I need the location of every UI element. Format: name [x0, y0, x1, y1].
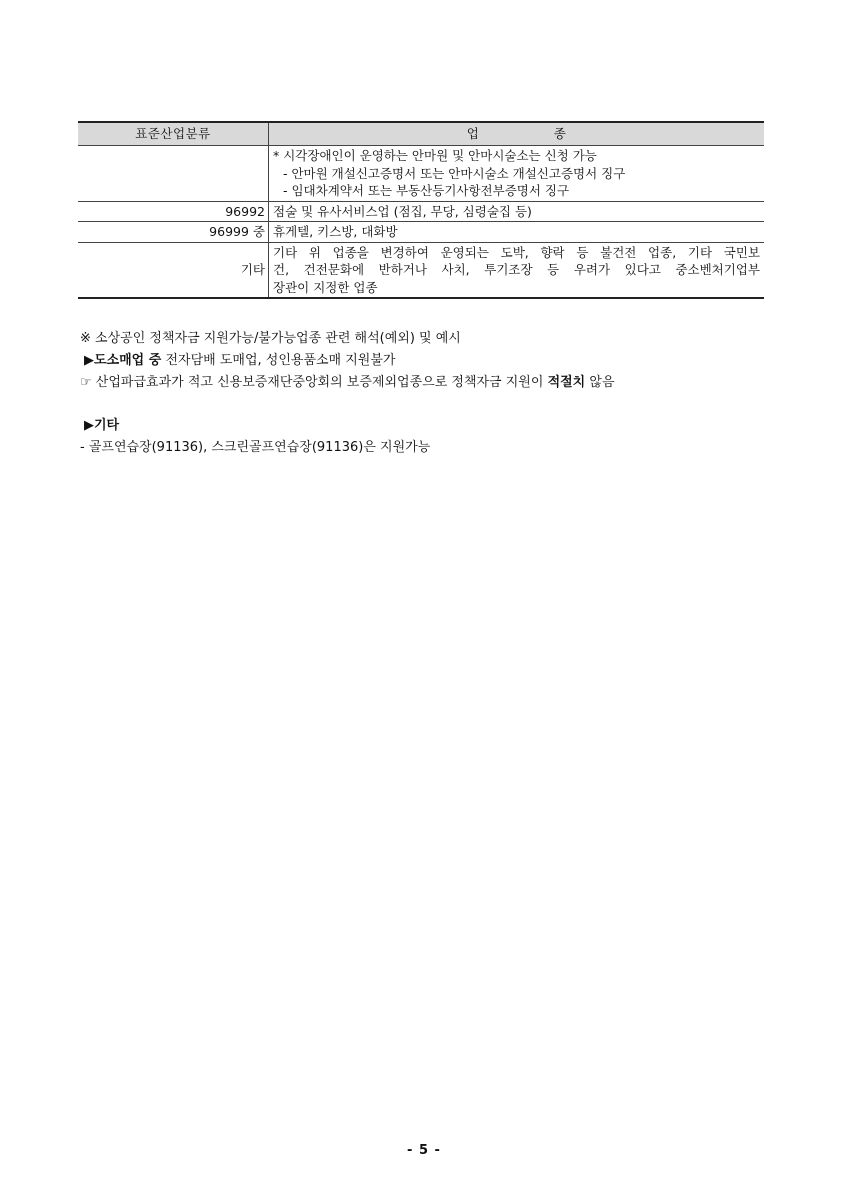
table-row: [78, 146, 764, 202]
note-item-wholesale-text: 전자담배 도매업, 성인용품소매 지원불가: [161, 353, 396, 368]
row-code: [78, 146, 269, 202]
row-industry: [269, 201, 765, 222]
note-item-reason-end: 않음: [585, 375, 615, 390]
note-item-other-bold: 기타: [94, 418, 120, 433]
notes-heading: ※ 소상공인 정책자금 지원가능/불가능업종 관련 해석(예외) 및 예시: [80, 331, 461, 346]
spacer: [80, 394, 770, 415]
industry-table: [78, 121, 764, 299]
note-item-golf: - 골프연습장(91136), 스크린골프연습장(91136)은 지원가능: [80, 440, 431, 455]
note-item-reason-text: 산업파급효과가 적고 신용보증재단중앙회의 보증제외업종으로 정책자금 지원이: [91, 375, 548, 390]
note-item-wholesale-bold: 도소매업 중: [94, 353, 162, 368]
row-industry-line: 휴게텔, 키스방, 대화방: [273, 224, 398, 239]
row-industry-line: 기타 위 업종을 변경하여 운영되는 도박, 향락 등 불건전 업종, 기타 국민보: [273, 244, 760, 260]
pointing-hand-icon: ☞: [80, 375, 92, 390]
note-item-other: [80, 415, 770, 437]
table-header-row: [78, 122, 764, 146]
header-industry: [269, 122, 765, 146]
triangle-bullet-icon: ▶: [84, 418, 94, 433]
note-item-reason-bold: 적절치: [547, 375, 586, 390]
page-number: - 5 -: [407, 1143, 441, 1158]
table-row: [78, 222, 764, 243]
note-item-reason: [80, 372, 770, 394]
row-industry-line: 건, 건전문화에 반하거나 사치, 투기조장 등 우려가 있다고 중소벤처기업부: [273, 262, 760, 277]
row-code: 기타: [78, 242, 269, 298]
row-industry-line: 장관이 지정한 업종: [273, 279, 378, 295]
row-industry-line: - 안마원 개설신고증명서 또는 안마시술소 개설신고증명서 징구: [283, 165, 626, 181]
row-industry: [269, 146, 765, 202]
header-standard-classification: 표준산업분류: [78, 122, 269, 146]
row-industry: [269, 242, 765, 298]
row-code: 96999 중: [78, 222, 269, 243]
row-industry-line: 점술 및 유사서비스업 (점집, 무당, 심령술집 등): [273, 203, 532, 219]
triangle-bullet-icon: ▶: [84, 353, 94, 368]
row-industry-line: - 임대차계약서 또는 부동산등기사항전부증명서 징구: [283, 183, 570, 198]
note-item-wholesale: [80, 350, 770, 372]
row-industry: [269, 222, 765, 243]
header-industry-label: 업 종: [466, 126, 567, 142]
table-row: [78, 201, 764, 222]
row-industry-line: * 시각장애인이 운영하는 안마원 및 안마시술소는 신청 가능: [273, 148, 597, 163]
table-row: [78, 242, 764, 298]
row-code: 96992: [78, 201, 269, 222]
notes-section: [80, 328, 770, 459]
